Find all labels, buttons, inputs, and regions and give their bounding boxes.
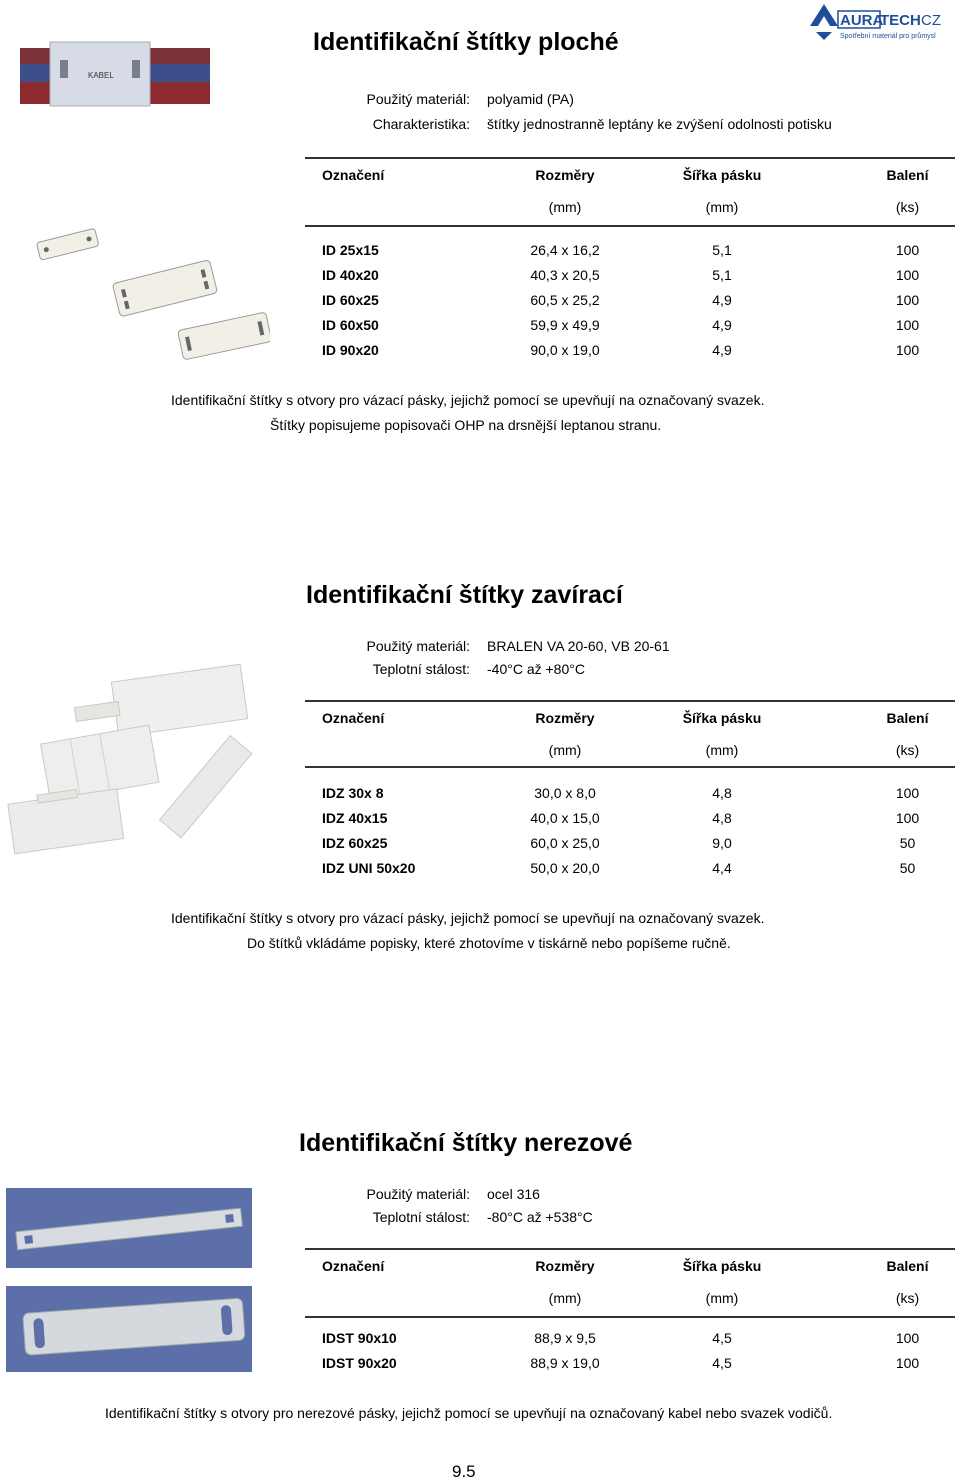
s1-note-2: Štítky popisujeme popisovači OHP na drsnější leptanou stranu. (270, 417, 662, 433)
row-strap-width: 5,1 (712, 242, 732, 258)
s3-header-pack: Balení (886, 1258, 929, 1274)
s1-prop-label-2: Charakteristika: (372, 116, 470, 132)
s1-table-top-rule (305, 157, 955, 159)
s3-unit-pack: (ks) (895, 1290, 920, 1306)
row-pack: 100 (895, 292, 920, 308)
row-code: IDST 90x10 (322, 1330, 397, 1346)
s1-unit-strap-width: (mm) (705, 199, 739, 215)
row-strap-width: 4,8 (712, 785, 732, 801)
row-code: IDZ 40x15 (322, 810, 388, 826)
row-code: IDZ 30x 8 (322, 785, 384, 801)
auratech-logo-mark (808, 2, 956, 42)
section-3-title: Identifikační štítky nerezové (299, 1129, 633, 1157)
s2-unit-dimensions: (mm) (548, 742, 582, 758)
logo-word-a: AURA (840, 12, 884, 29)
row-strap-width: 4,9 (712, 292, 732, 308)
row-code: ID 40x20 (322, 267, 379, 283)
row-pack: 100 (895, 242, 920, 258)
s1-prop-value-2: štítky jednostranně leptány ke zvýšení odolnosti potisku (487, 116, 832, 132)
s2-note-2: Do štítků vkládáme popisky, které zhotovíme v tiskárně nebo popíšeme ručně. (247, 935, 731, 951)
row-strap-width: 4,5 (712, 1355, 732, 1371)
row-strap-width: 4,8 (712, 810, 732, 826)
s3-prop-value-2: -80°C až +538°C (487, 1209, 593, 1225)
row-code: IDZ 60x25 (322, 835, 388, 851)
row-dimensions: 60,0 x 25,0 (530, 835, 600, 851)
s2-header-code: Označení (322, 710, 385, 726)
s3-header-dimensions: Rozměry (535, 1258, 595, 1274)
row-pack: 100 (895, 267, 920, 283)
row-pack: 100 (895, 1355, 920, 1371)
logo-word-b: TECH (880, 12, 921, 29)
logo-word-c: CZ (921, 12, 941, 29)
section-2-title: Identifikační štítky zavírací (306, 581, 623, 609)
s2-table-top-rule (305, 700, 955, 702)
flat-tags-photo (30, 228, 270, 368)
s2-unit-pack: (ks) (895, 742, 920, 758)
s2-header-strap-width: Šířka pásku (682, 710, 762, 726)
row-code: ID 60x25 (322, 292, 379, 308)
s2-prop-label-1: Použitý materiál: (366, 638, 470, 654)
s2-note-1: Identifikační štítky s otvory pro vázací pásky, jejichž pomocí se upevňují na označovaný svazek. (171, 910, 765, 926)
s3-unit-dimensions: (mm) (548, 1290, 582, 1306)
row-pack: 100 (895, 1330, 920, 1346)
row-dimensions: 50,0 x 20,0 (530, 860, 600, 876)
row-dimensions: 88,9 x 19,0 (530, 1355, 600, 1371)
closing-tags-photo (5, 655, 255, 865)
s1-header-code: Označení (322, 167, 385, 183)
row-strap-width: 4,9 (712, 342, 732, 358)
row-dimensions: 60,5 x 25,2 (530, 292, 600, 308)
row-dimensions: 40,0 x 15,0 (530, 810, 600, 826)
s2-prop-value-1: BRALEN VA 20-60, VB 20-61 (487, 638, 670, 654)
s3-header-code: Označení (322, 1258, 385, 1274)
logo-tagline: Spotřební materiál pro průmysl (840, 33, 936, 40)
row-strap-width: 9,0 (712, 835, 732, 851)
s3-note-1: Identifikační štítky s otvory pro nerezové pásky, jejichž pomocí se upevňují na označovaný kabel nebo svazek vodičů. (105, 1405, 833, 1421)
row-dimensions: 88,9 x 9,5 (534, 1330, 596, 1346)
row-pack: 50 (899, 860, 916, 876)
s3-prop-label-2: Teplotní stálost: (372, 1209, 470, 1225)
row-strap-width: 4,4 (712, 860, 732, 876)
row-dimensions: 90,0 x 19,0 (530, 342, 600, 358)
row-code: ID 90x20 (322, 342, 379, 358)
s2-header-pack: Balení (886, 710, 929, 726)
s2-prop-value-2: -40°C až +80°C (487, 661, 585, 677)
s3-header-strap-width: Šířka pásku (682, 1258, 762, 1274)
row-strap-width: 5,1 (712, 267, 732, 283)
s3-prop-label-1: Použitý materiál: (366, 1186, 470, 1202)
row-strap-width: 4,5 (712, 1330, 732, 1346)
s3-prop-value-1: ocel 316 (487, 1186, 540, 1202)
page-number: 9.5 (452, 1462, 476, 1481)
row-pack: 50 (899, 835, 916, 851)
s2-unit-strap-width: (mm) (705, 742, 739, 758)
row-dimensions: 30,0 x 8,0 (534, 785, 596, 801)
s3-table-top-rule (305, 1248, 955, 1250)
s1-prop-value-1: polyamid (PA) (487, 91, 574, 107)
row-code: IDZ UNI 50x20 (322, 860, 416, 876)
s3-unit-strap-width: (mm) (705, 1290, 739, 1306)
flat-tag-on-cable-photo (20, 40, 210, 112)
s1-header-dimensions: Rozměry (535, 167, 595, 183)
s1-unit-pack: (ks) (895, 199, 920, 215)
s2-table-header-rule (305, 766, 955, 768)
s2-prop-label-2: Teplotní stálost: (372, 661, 470, 677)
row-dimensions: 26,4 x 16,2 (530, 242, 600, 258)
s1-unit-dimensions: (mm) (548, 199, 582, 215)
row-code: ID 25x15 (322, 242, 379, 258)
s3-table-header-rule (305, 1316, 955, 1318)
row-dimensions: 59,9 x 49,9 (530, 317, 600, 333)
row-code: IDST 90x20 (322, 1355, 397, 1371)
row-strap-width: 4,9 (712, 317, 732, 333)
section-1-title: Identifikační štítky ploché (313, 28, 619, 56)
row-dimensions: 40,3 x 20,5 (530, 267, 600, 283)
s1-header-strap-width: Šířka pásku (682, 167, 762, 183)
row-pack: 100 (895, 317, 920, 333)
stainless-tags-photo (6, 1188, 252, 1372)
svg-text:KABEL: KABEL (88, 71, 114, 80)
row-pack: 100 (895, 342, 920, 358)
auratech-logo (808, 2, 956, 42)
s1-note-1: Identifikační štítky s otvory pro vázací pásky, jejichž pomocí se upevňují na označovaný svazek. (171, 392, 765, 408)
s2-header-dimensions: Rozměry (535, 710, 595, 726)
row-code: ID 60x50 (322, 317, 379, 333)
s1-table-header-rule (305, 225, 955, 227)
s1-prop-label-1: Použitý materiál: (366, 91, 470, 107)
row-pack: 100 (895, 810, 920, 826)
row-pack: 100 (895, 785, 920, 801)
s1-header-pack: Balení (886, 167, 929, 183)
